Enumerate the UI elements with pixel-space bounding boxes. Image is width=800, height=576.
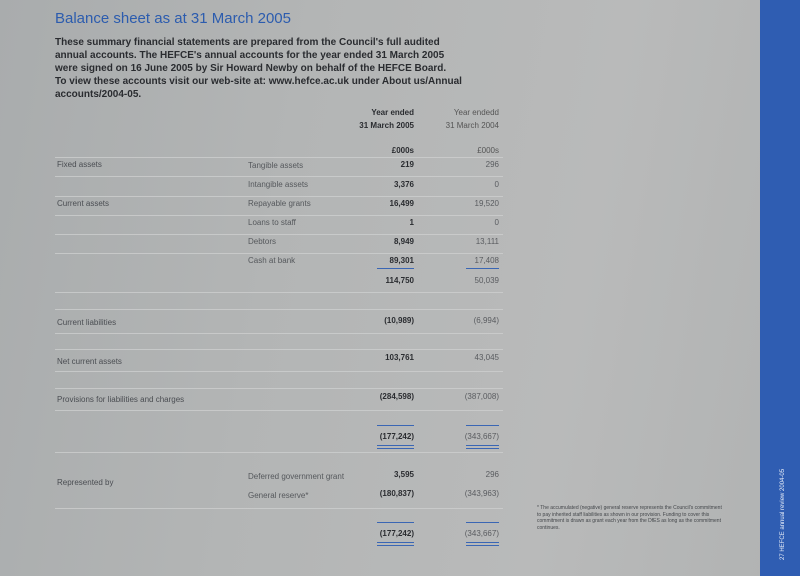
subtotal-rule [377,522,414,523]
total-double-rule [466,542,499,546]
value-2005: 8,949 [393,237,414,246]
row-sublabel: General reserve* [248,491,309,500]
intro-line: accounts/2004-05. [55,89,142,100]
column-header-current [334,106,414,132]
row-label: Provisions for liabilities and charges [57,395,185,404]
table-row-total [0,529,760,543]
value-2005: (10,989) [384,316,414,325]
spine-text: 27 HEFCE annual review 2004-05 [780,468,786,560]
row-divider [55,176,503,177]
value-2004: 296 [485,470,499,479]
value-2004: 296 [485,160,499,169]
row-divider [55,253,503,254]
footnote: * The accumulated (negative) general reserve represents the Council's commitment to pay inherited staff liabilities as shown in our provision. Funding to cover this commitment is drawn as grant each year from the DfES as long as the commitment continues. [537,505,722,531]
value-2004: 19,520 [474,199,499,208]
page-title: Balance sheet as at 31 March 2005 [55,10,291,27]
row-divider [55,234,503,235]
value-2005: (180,837) [379,489,414,498]
table-row [0,237,760,251]
value-2004: (343,667) [464,432,499,441]
row-divider [55,292,503,293]
unit-label-current: £000s [391,146,414,155]
spine-label [774,440,788,560]
value-2004: 43,045 [474,353,499,362]
value-2005: 16,499 [389,199,414,208]
total-double-rule [377,445,414,449]
row-sublabel: Repayable grants [248,199,311,208]
value-2004: 50,039 [474,276,499,285]
table-row [0,218,760,232]
value-2004: (6,994) [473,316,499,325]
value-2004: (343,963) [464,489,499,498]
value-2005: 89,301 [389,256,414,265]
value-2004: 0 [494,218,499,227]
table-row [0,470,760,487]
value-2005: 114,750 [385,276,414,285]
row-divider [55,508,503,509]
row-divider [55,333,503,334]
value-2005: 1 [409,218,414,227]
subtotal-rule [377,425,414,426]
value-2005: 219 [400,160,414,169]
subtotal-rule [466,522,499,523]
table-row-total [0,432,760,446]
value-2004: 13,111 [475,237,499,246]
value-2004: (343,667) [464,529,499,538]
intro-line: annual accounts. The HEFCE's annual accounts for the year ended 31 March 2005 [55,50,445,61]
row-label: Represented by [57,478,114,487]
column-header-line: Year endedd [453,108,499,117]
total-double-rule [377,542,414,546]
row-divider [55,157,503,158]
intro-paragraph [55,36,475,101]
row-divider [55,452,503,453]
subtotal-rule [466,268,499,269]
row-label: Net current assets [57,357,122,366]
row-sublabel: Deferred government grant [248,472,345,481]
row-divider [55,196,503,197]
table-row [0,199,760,213]
value-2004: 17,408 [474,256,499,265]
row-sublabel: Tangible assets [248,161,304,170]
row-divider [55,309,503,310]
row-label: Current liabilities [57,318,117,327]
row-divider [55,349,503,350]
subtotal-rule [466,425,499,426]
value-2005: (177,242) [379,529,414,538]
unit-label-previous: £000s [477,146,499,155]
value-2005: (284,598) [379,392,414,401]
row-divider [55,388,503,389]
table-row [0,353,760,367]
intro-line: To view these accounts visit our web-site at: www.hefce.ac.uk under About us/Annual [55,76,462,87]
table-row [0,392,760,406]
row-label: Fixed assets [57,160,102,169]
table-row [0,180,760,194]
intro-line: These summary financial statements are prepared from the Council's full audited [55,37,440,48]
table-row [0,489,760,503]
row-sublabel: Cash at bank [248,256,296,265]
column-header-line: 31 March 2004 [445,121,499,130]
total-double-rule [466,445,499,449]
row-sublabel: Debtors [248,237,277,246]
table-row-subtotal [0,276,760,290]
table-row [0,160,760,174]
column-header-line: Year ended [371,108,414,117]
column-header-previous [419,106,499,132]
row-divider [55,410,503,411]
value-2004: 0 [494,180,499,189]
row-label: Current assets [57,199,110,208]
row-divider [55,215,503,216]
table-row [0,316,760,330]
value-2005: 3,376 [393,180,414,189]
value-2005: 103,761 [385,353,414,362]
row-sublabel: Intangible assets [248,180,309,189]
row-divider [55,371,503,372]
value-2004: (387,008) [464,392,499,401]
value-2005: 3,595 [393,470,414,479]
row-sublabel: Loans to staff [248,218,296,227]
column-header-line: 31 March 2005 [359,121,414,130]
intro-line: were signed on 16 June 2005 by Sir Howard Newby on behalf of the HEFCE Board. [55,63,447,74]
value-2005: (177,242) [379,432,414,441]
subtotal-rule [377,268,414,269]
